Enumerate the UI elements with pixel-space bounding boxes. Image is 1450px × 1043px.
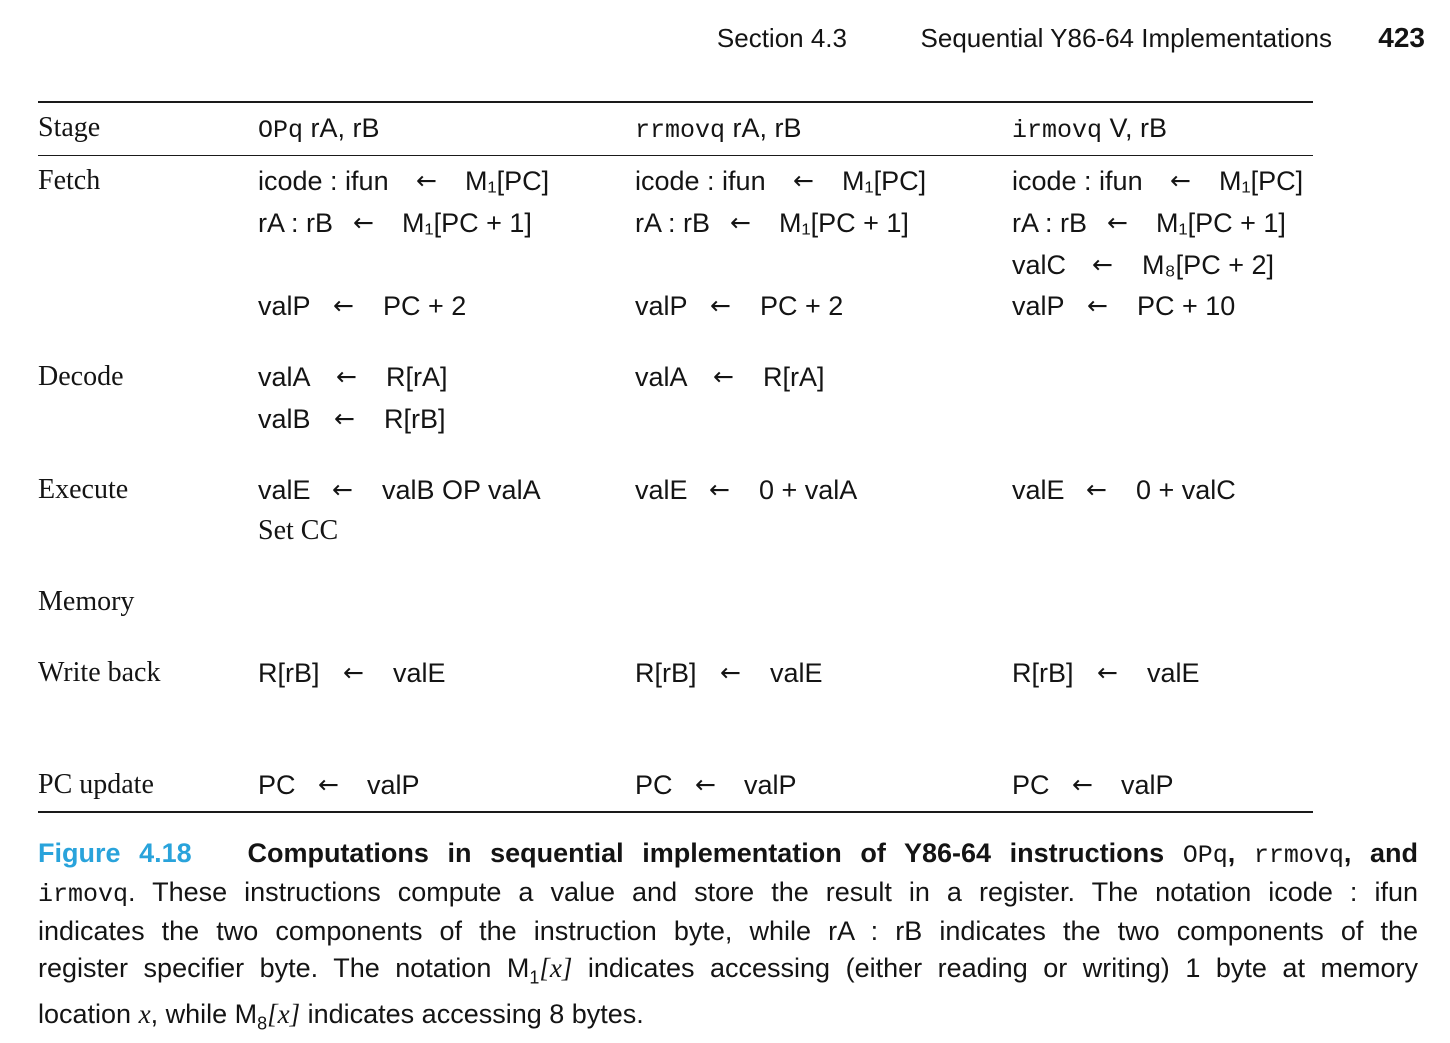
rrmovq-pc-rhs: valP <box>744 770 797 800</box>
opq-execute1-lhs: valE <box>258 475 311 505</box>
figure-number: Figure 4.18 <box>38 838 192 868</box>
opq-writeback-rhs: valE <box>393 658 446 688</box>
opq-fetch1-rhs: M₁[PC] <box>465 166 550 196</box>
opq-decode2-rhs: R[rB] <box>384 404 446 434</box>
opq-pc-rhs: valP <box>367 770 420 800</box>
arrow-icon: ← <box>695 770 716 799</box>
stage-memory: Memory <box>38 586 135 617</box>
arrow-icon: ← <box>353 208 374 237</box>
irmovq-fetch3-rhs: M₈[PC + 2] <box>1142 250 1274 280</box>
opq-writeback-lhs: R[rB] <box>258 658 320 688</box>
section-title: Sequential Y86-64 Implementations <box>920 23 1332 53</box>
arrow-icon: ← <box>332 475 353 504</box>
rrmovq-fetch2-lhs: rA : rB <box>635 208 711 238</box>
irmovq-writeback-rhs: valE <box>1147 658 1200 688</box>
section-label: Section 4.3 <box>716 23 847 53</box>
caption-line-2 <box>38 874 1418 913</box>
stage-write-back: Write back <box>38 657 161 688</box>
figure-caption <box>38 835 1418 1043</box>
caption-line-5-b: , while M <box>150 999 258 1030</box>
rrmovq-execute1-lhs: valE <box>635 475 688 505</box>
arrow-icon: ← <box>1097 658 1118 687</box>
caption-bracket-x: [x] <box>539 953 573 983</box>
header-opq-mnemonic: OPq <box>258 116 304 145</box>
caption-line-5 <box>38 996 1418 1042</box>
stage-pc-update: PC update <box>38 769 154 800</box>
caption-sub-1: 1 <box>529 967 540 988</box>
rrmovq-execute1-rhs: 0 + valA <box>759 475 858 505</box>
caption-mono-rrmovq: rrmovq <box>1253 841 1344 870</box>
irmovq-pc-rhs: valP <box>1121 770 1174 800</box>
arrow-icon: ← <box>713 362 734 391</box>
rrmovq-writeback-lhs: R[rB] <box>635 658 697 688</box>
opq-set-cc: Set CC <box>258 515 339 546</box>
irmovq-fetch1-lhs: icode : ifun <box>1012 166 1143 196</box>
irmovq-writeback-lhs: R[rB] <box>1012 658 1074 688</box>
arrow-icon: ← <box>336 362 357 391</box>
rrmovq-fetch2-rhs: M₁[PC + 1] <box>779 208 909 238</box>
header-rrmovq <box>635 112 802 147</box>
opq-fetch1-lhs: icode : ifun <box>258 166 389 196</box>
caption-mono-opq: OPq <box>1182 841 1228 870</box>
arrow-icon: ← <box>710 291 731 320</box>
caption-line-4-b: indicates accessing (either reading or writing) 1 byte at memory <box>572 953 1418 983</box>
page-number: 423 <box>1378 22 1425 53</box>
rrmovq-fetch4-lhs: valP <box>635 291 688 321</box>
irmovq-fetch1-rhs: M₁[PC] <box>1219 166 1304 196</box>
rrmovq-decode1-lhs: valA <box>635 362 688 392</box>
arrow-icon: ← <box>1092 250 1113 279</box>
opq-decode2-lhs: valB <box>258 404 311 434</box>
rrmovq-fetch4-rhs: PC + 2 <box>760 291 844 321</box>
caption-sep-2: , and <box>1343 838 1418 868</box>
running-head <box>0 20 1425 56</box>
arrow-icon: ← <box>416 166 437 195</box>
irmovq-pc-lhs: PC <box>1012 770 1050 800</box>
caption-sep-1: , <box>1227 838 1254 868</box>
figure-title: Computations in sequential implementation of Y86-64 instructions <box>247 838 1183 868</box>
opq-fetch4-lhs: valP <box>258 291 311 321</box>
arrow-icon: ← <box>1087 291 1108 320</box>
caption-line-3: indicates the two components of the instruction byte, while rA : rB indicates the two components of the <box>38 916 1418 946</box>
opq-fetch2-lhs: rA : rB <box>258 208 334 238</box>
rrmovq-writeback-rhs: valE <box>770 658 823 688</box>
irmovq-fetch2-lhs: rA : rB <box>1012 208 1088 238</box>
arrow-icon: ← <box>318 770 339 799</box>
table-bottom-rule <box>38 811 1313 813</box>
header-irmovq-operands: V, rB <box>1102 113 1168 143</box>
rrmovq-fetch1-lhs: icode : ifun <box>635 166 766 196</box>
stage-decode: Decode <box>38 361 124 392</box>
stage-execute: Execute <box>38 474 129 505</box>
header-rrmovq-mnemonic: rrmovq <box>635 116 726 145</box>
irmovq-fetch2-rhs: M₁[PC + 1] <box>1156 208 1286 238</box>
irmovq-execute1-lhs: valE <box>1012 475 1065 505</box>
arrow-icon: ← <box>1072 770 1093 799</box>
rrmovq-decode1-rhs: R[rA] <box>763 362 825 392</box>
arrow-icon: ← <box>1170 166 1191 195</box>
caption-x: x <box>138 999 151 1030</box>
caption-line-1 <box>38 835 1418 874</box>
header-rrmovq-operands: rA, rB <box>725 113 802 143</box>
arrow-icon: ← <box>720 658 741 687</box>
arrow-icon: ← <box>793 166 814 195</box>
irmovq-execute1-rhs: 0 + valC <box>1136 475 1236 505</box>
arrow-icon: ← <box>333 291 354 320</box>
header-opq-operands: rA, rB <box>303 113 380 143</box>
irmovq-fetch4-rhs: PC + 10 <box>1137 291 1236 321</box>
arrow-icon: ← <box>334 404 355 433</box>
caption-line-4-a: register specifier byte. The notation M <box>38 953 530 983</box>
opq-decode1-lhs: valA <box>258 362 311 392</box>
arrow-icon: ← <box>1107 208 1128 237</box>
stage-fetch: Fetch <box>38 165 101 196</box>
table-top-rule <box>38 101 1313 103</box>
opq-fetch2-rhs: M₁[PC + 1] <box>402 208 532 238</box>
caption-line-5-a: location <box>38 999 139 1030</box>
arrow-icon: ← <box>730 208 751 237</box>
rrmovq-pc-lhs: PC <box>635 770 673 800</box>
caption-line-2-text: . These instructions compute a value and store the result in a register. The notation icode : ifun <box>128 877 1418 907</box>
arrow-icon: ← <box>1086 475 1107 504</box>
opq-pc-lhs: PC <box>258 770 296 800</box>
header-opq <box>258 112 380 147</box>
caption-mono-irmovq: irmovq <box>38 880 129 909</box>
irmovq-fetch4-lhs: valP <box>1012 291 1065 321</box>
caption-line-5-c: indicates accessing 8 bytes. <box>300 999 644 1030</box>
table-header-rule <box>38 155 1313 156</box>
opq-execute1-rhs: valB OP valA <box>382 475 541 505</box>
opq-decode1-rhs: R[rA] <box>386 362 448 392</box>
opq-fetch4-rhs: PC + 2 <box>383 291 467 321</box>
header-stage: Stage <box>38 112 101 143</box>
caption-line-4 <box>38 950 1418 996</box>
header-irmovq <box>1012 112 1167 147</box>
arrow-icon: ← <box>709 475 730 504</box>
caption-sub-8: 8 <box>257 1013 268 1034</box>
arrow-icon: ← <box>343 658 364 687</box>
caption-bracket-x-2: [x] <box>267 999 301 1030</box>
rrmovq-fetch1-rhs: M₁[PC] <box>842 166 927 196</box>
header-irmovq-mnemonic: irmovq <box>1012 116 1103 145</box>
irmovq-fetch3-lhs: valC <box>1012 250 1067 280</box>
